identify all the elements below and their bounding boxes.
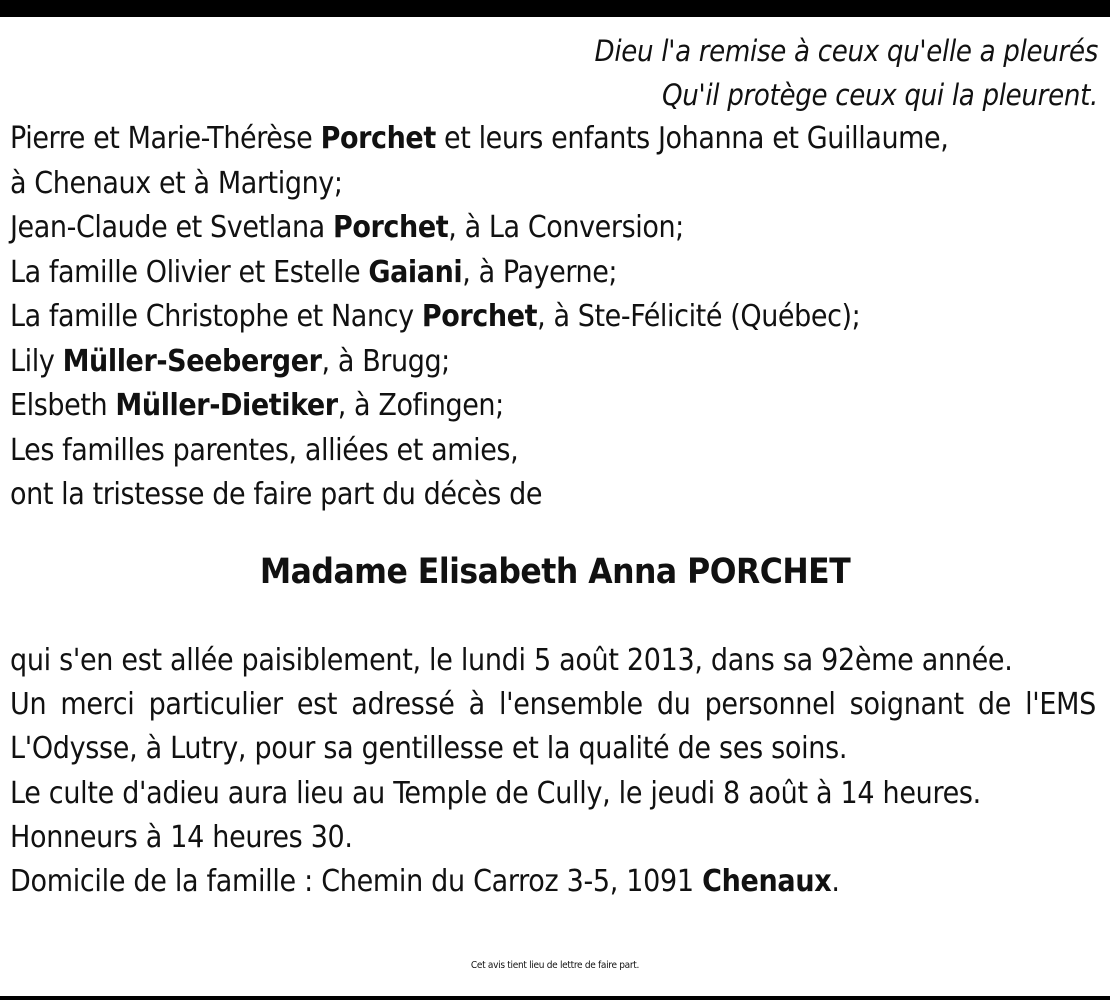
family-entry: [10, 251, 1100, 296]
family-entry: [10, 206, 1100, 251]
family-name: Müller-Dietiker: [115, 388, 338, 423]
entry-text: Elsbeth: [10, 388, 116, 423]
family-name: Müller-Seeberger: [62, 343, 322, 379]
entry-text: Jean-Claude et Svetlana: [10, 210, 333, 245]
deceased-name-heading: Madame Elisabeth Anna PORCHET: [259, 552, 851, 592]
family-entry: [10, 295, 1100, 340]
family-list: [10, 117, 1100, 518]
family-entry: [10, 162, 1100, 207]
family-entry: [10, 429, 1100, 474]
entry-text: ont la tristesse de faire part du décès de: [10, 477, 543, 512]
epigraph-line: Qu'il protège ceux qui la pleurent.: [661, 78, 1098, 112]
entry-text: Pierre et Marie-Thérèse: [10, 121, 321, 156]
family-entry: [10, 340, 1100, 385]
thanks-paragraph: Un merci particulier est adressé à l'ensemble du personnel soignant de l'EMS L'Odysse, à Lutry, pour sa gentillesse et la qualité de ses soins.: [10, 687, 1096, 767]
entry-text: , à Brugg;: [321, 343, 450, 379]
domicile-text: Domicile de la famille : Chemin du Carroz 3-5, 1091: [10, 864, 703, 900]
domicile-end: .: [831, 864, 840, 900]
notice-details: [10, 639, 1096, 904]
bottom-border-rule: [0, 996, 1110, 1000]
entry-text: La famille Christophe et Nancy: [10, 299, 422, 334]
family-name: Gaiani: [368, 254, 463, 290]
entry-text: , à Zofingen;: [337, 388, 504, 423]
entry-text: à Chenaux et à Martigny;: [10, 165, 343, 201]
passing-paragraph: qui s'en est allée paisiblement, le lundi 5 août 2013, dans sa 92ème année.: [10, 643, 1013, 678]
entry-text: , à Payerne;: [462, 254, 618, 290]
family-name: Porchet: [320, 121, 436, 156]
entry-text: Lily: [10, 343, 63, 379]
entry-text: , à La Conversion;: [448, 210, 684, 245]
honours-paragraph: Honneurs à 14 heures 30.: [10, 819, 353, 855]
domicile-paragraph: [10, 860, 1096, 904]
family-name: Porchet: [421, 299, 538, 334]
family-entry: [10, 384, 1100, 429]
entry-text: Les familles parentes, alliées et amies,: [10, 432, 519, 468]
entry-text: , à Ste-Félicité (Québec);: [537, 299, 861, 334]
service-paragraph: Le culte d'adieu aura lieu au Temple de Cully, le jeudi 8 août à 14 heures.: [10, 775, 981, 811]
entry-text: La famille Olivier et Estelle: [10, 254, 369, 290]
top-border-rule: [0, 0, 1110, 17]
epigraph-line: Dieu l'a remise à ceux qu'elle a pleurés: [594, 34, 1098, 68]
closing-line: Cet avis tient lieu de lettre de faire part.: [470, 960, 640, 971]
family-name: Porchet: [332, 210, 449, 245]
family-entry: [10, 117, 1100, 162]
entry-text: et leurs enfants Johanna et Guillaume,: [435, 121, 949, 156]
domicile-place: Chenaux: [702, 864, 832, 900]
family-entry: [10, 473, 1100, 518]
epigraph: [595, 29, 1098, 117]
